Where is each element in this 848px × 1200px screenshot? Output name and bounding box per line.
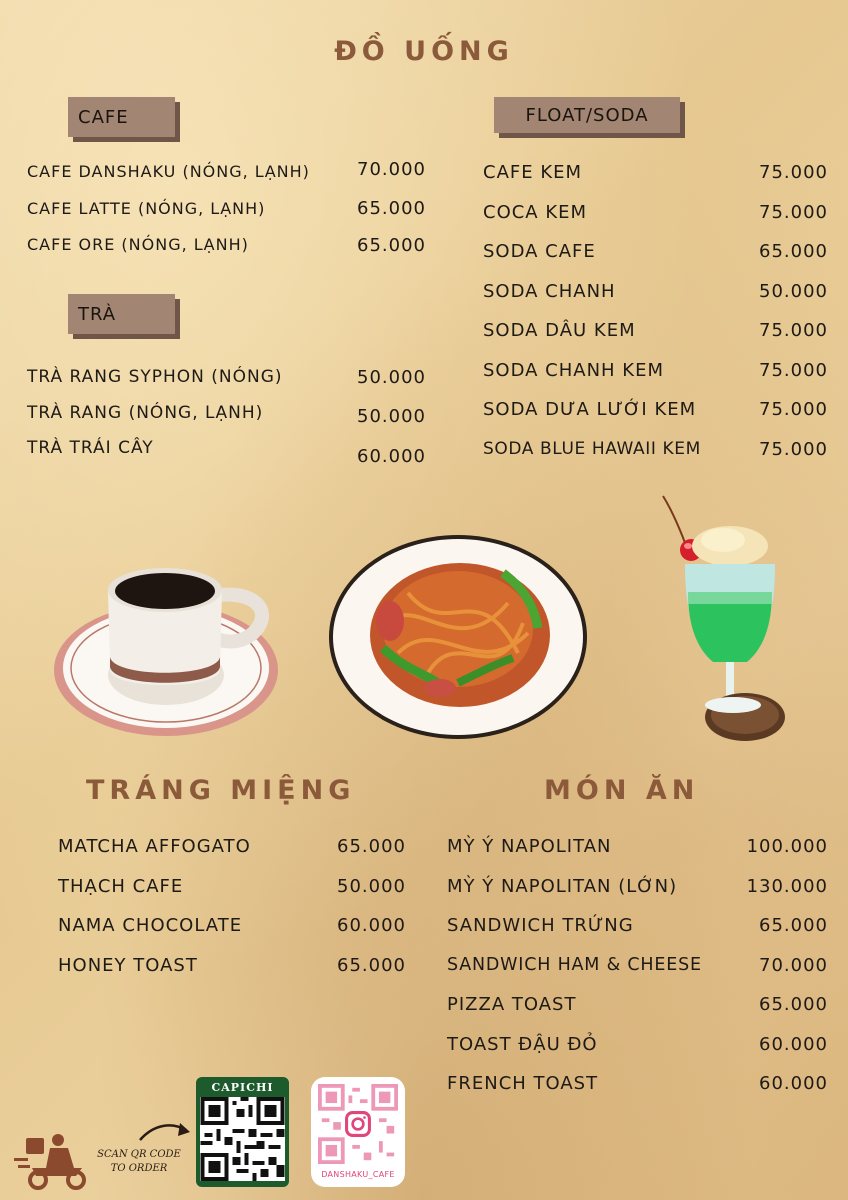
menu-item: FRENCH TOAST <box>447 1073 599 1094</box>
menu-item: SODA CHANH KEM <box>483 360 665 381</box>
menu-price: 50.000 <box>337 876 406 897</box>
menu-price: 50.000 <box>357 406 426 427</box>
cream-soda-image <box>655 492 785 750</box>
food-title: MÓN ĂN <box>544 775 700 806</box>
spaghetti-image <box>328 533 590 741</box>
menu-price: 65.000 <box>759 994 828 1015</box>
dessert-title: TRÁNG MIỆNG <box>86 775 356 806</box>
menu-price: 60.000 <box>357 446 426 467</box>
scan-qr-text <box>94 1148 184 1176</box>
menu-item: PIZZA TOAST <box>447 994 577 1015</box>
menu-item: CAFE LATTE (NÓNG, LẠNH) <box>27 199 266 218</box>
scan-text-line1: SCAN QR CODE <box>97 1149 181 1160</box>
menu-item: MỲ Ý NAPOLITAN (LỚN) <box>447 876 678 897</box>
menu-item: MỲ Ý NAPOLITAN <box>447 836 612 857</box>
menu-item: THẠCH CAFE <box>58 876 184 897</box>
menu-item: SANDWICH HAM & CHEESE <box>447 955 702 975</box>
menu-price: 60.000 <box>759 1073 828 1094</box>
cafe-section-label <box>68 97 175 137</box>
menu-item: SODA DƯA LƯỚI KEM <box>483 399 697 420</box>
menu-price: 65.000 <box>337 836 406 857</box>
scan-text-line2: TO ORDER <box>110 1163 168 1174</box>
qr-code <box>200 1097 285 1181</box>
menu-item: CAFE ORE (NÓNG, LẠNH) <box>27 235 249 254</box>
menu-price: 70.000 <box>357 159 426 180</box>
capichi-qr-card[interactable] <box>196 1077 289 1187</box>
menu-item: CAFE DANSHAKU (NÓNG, LẠNH) <box>27 162 310 181</box>
instagram-qr-card[interactable] <box>311 1077 405 1187</box>
tea-section-label <box>68 294 175 334</box>
menu-price: 130.000 <box>746 876 828 897</box>
menu-price: 50.000 <box>759 281 828 302</box>
menu-item: MATCHA AFFOGATO <box>58 836 251 857</box>
menu-price: 75.000 <box>759 320 828 341</box>
menu-item: SODA DÂU KEM <box>483 320 636 341</box>
menu-item: TRÀ RANG (NÓNG, LẠNH) <box>27 403 264 423</box>
menu-item: SODA CAFE <box>483 241 596 262</box>
menu-price: 50.000 <box>357 367 426 388</box>
menu-price: 65.000 <box>759 241 828 262</box>
menu-price: 65.000 <box>357 198 426 219</box>
arrow-icon <box>136 1118 196 1148</box>
menu-price: 75.000 <box>759 162 828 183</box>
menu-price: 100.000 <box>746 836 828 857</box>
delivery-scooter-icon <box>12 1130 92 1190</box>
menu-item: SODA BLUE HAWAII KEM <box>483 439 701 459</box>
float-section-label <box>494 97 680 133</box>
capichi-label: CAPICHI <box>211 1081 274 1094</box>
menu-item: TOAST ĐẬU ĐỎ <box>447 1034 598 1055</box>
menu-item: COCA KEM <box>483 202 588 223</box>
drinks-title: ĐỒ UỐNG <box>334 36 514 67</box>
menu-price: 65.000 <box>337 955 406 976</box>
menu-price: 75.000 <box>759 399 828 420</box>
menu-item: TRÀ RANG SYPHON (NÓNG) <box>27 367 283 387</box>
menu-price: 65.000 <box>357 235 426 256</box>
menu-price: 65.000 <box>759 915 828 936</box>
float-label-text: FLOAT/SODA <box>525 104 649 126</box>
menu-price: 75.000 <box>759 439 828 460</box>
menu-price: 75.000 <box>759 360 828 381</box>
menu-item: SANDWICH TRỨNG <box>447 915 634 936</box>
cafe-label-text: CAFE <box>78 106 129 128</box>
menu-price: 60.000 <box>759 1034 828 1055</box>
tea-label-text: TRÀ <box>78 303 117 325</box>
menu-item: TRÀ TRÁI CÂY <box>27 438 154 458</box>
qr-code <box>318 1084 398 1164</box>
menu-price: 75.000 <box>759 202 828 223</box>
menu-price: 60.000 <box>337 915 406 936</box>
menu-item: HONEY TOAST <box>58 955 198 976</box>
menu-item: CAFE KEM <box>483 162 583 183</box>
coffee-cup-image <box>48 535 288 745</box>
menu-price: 70.000 <box>759 955 828 976</box>
instagram-handle: DANSHAKU_CAFE <box>321 1170 395 1179</box>
menu-item: SODA CHANH <box>483 281 616 302</box>
menu-item: NAMA CHOCOLATE <box>58 915 243 936</box>
